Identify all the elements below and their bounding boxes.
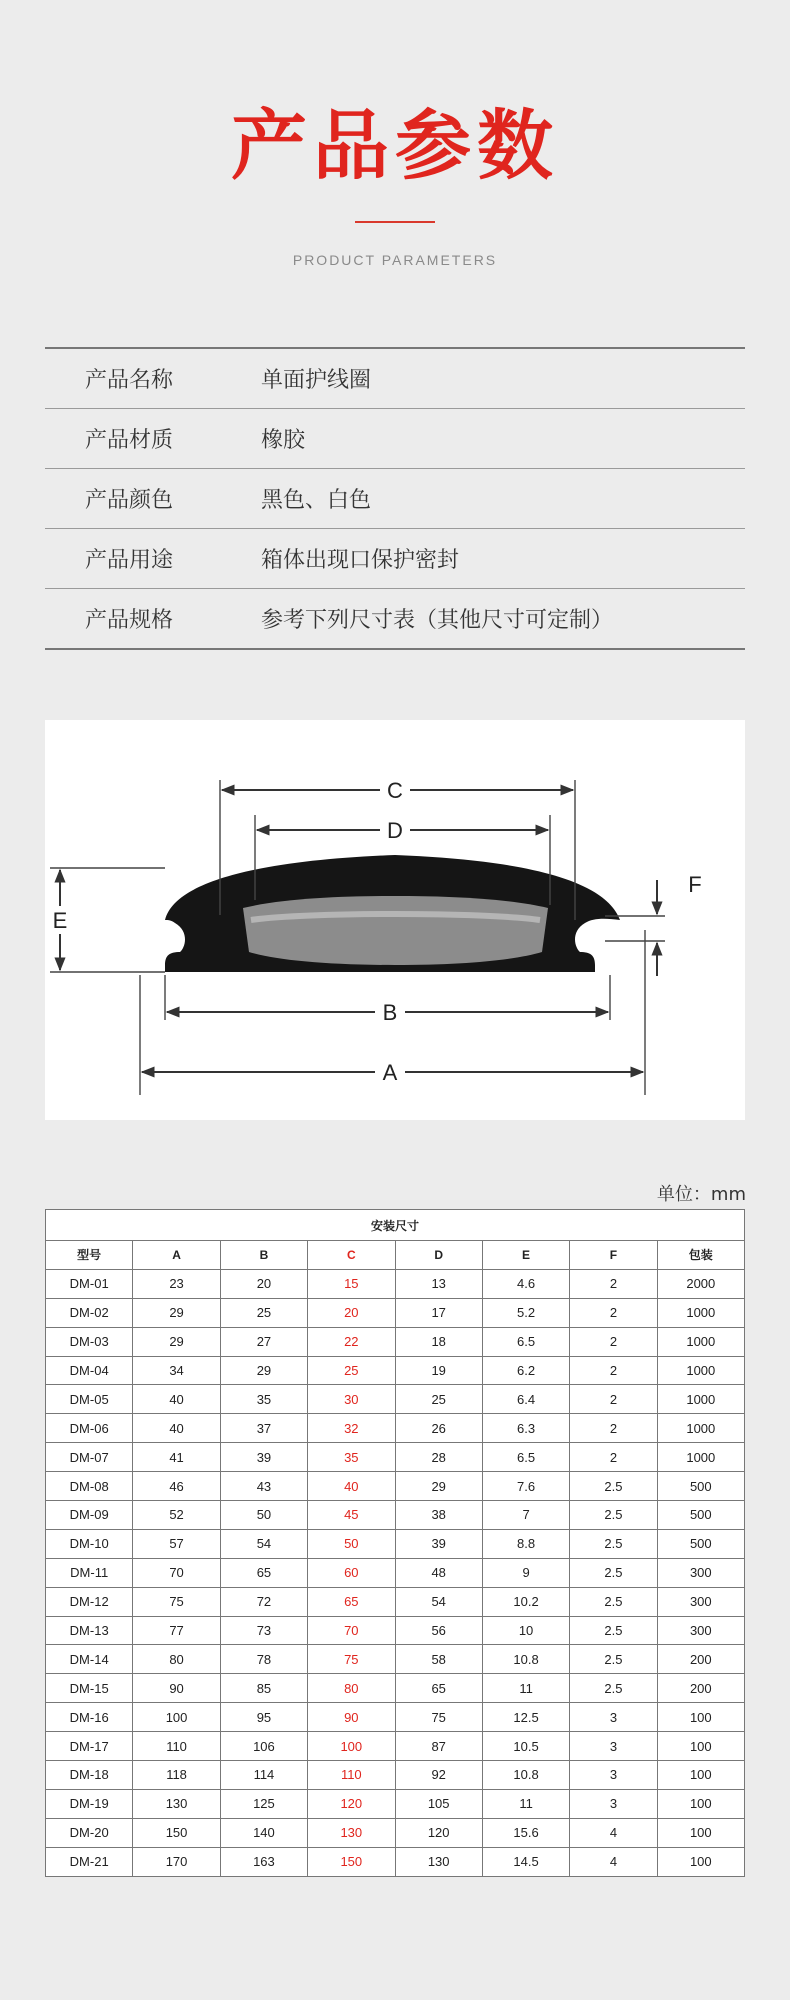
table-cell: DM-05 — [46, 1385, 133, 1414]
label-a: A — [382, 1060, 398, 1085]
table-row — [46, 1529, 745, 1558]
table-cell: 40 — [308, 1472, 395, 1501]
table-cell: 6.2 — [482, 1356, 569, 1385]
label-c: C — [387, 778, 403, 803]
param-row — [45, 589, 745, 648]
param-row — [45, 529, 745, 589]
table-cell: 90 — [308, 1703, 395, 1732]
table-cell: 46 — [133, 1472, 220, 1501]
table-cell: 26 — [395, 1414, 482, 1443]
table-cell: 57 — [133, 1529, 220, 1558]
table-cell: 200 — [657, 1645, 744, 1674]
table-cell: 120 — [308, 1789, 395, 1818]
table-cell: 29 — [220, 1356, 307, 1385]
table-cell: 77 — [133, 1616, 220, 1645]
table-row — [46, 1558, 745, 1587]
table-cell: 15.6 — [482, 1818, 569, 1847]
table-cell: 48 — [395, 1558, 482, 1587]
table-cell: 39 — [395, 1529, 482, 1558]
table-cell: 3 — [570, 1703, 657, 1732]
table-cell: 118 — [133, 1761, 220, 1790]
table-row — [46, 1269, 745, 1298]
param-key: 产品材质 — [85, 428, 174, 453]
table-cell: DM-16 — [46, 1703, 133, 1732]
table-cell: 2.5 — [570, 1529, 657, 1558]
table-cell: 92 — [395, 1761, 482, 1790]
param-value: 橡胶 — [261, 428, 306, 453]
table-cell: 2000 — [657, 1269, 744, 1298]
param-key: 产品名称 — [85, 368, 174, 393]
label-b: B — [382, 1000, 398, 1025]
table-cell: 3 — [570, 1732, 657, 1761]
table-cell: 106 — [220, 1732, 307, 1761]
table-cell: 27 — [220, 1327, 307, 1356]
table-row — [46, 1501, 745, 1530]
table-cell: 100 — [657, 1818, 744, 1847]
table-cell: 105 — [395, 1789, 482, 1818]
table-cell: 10 — [482, 1616, 569, 1645]
column-header: E — [482, 1241, 569, 1270]
table-cell: 2.5 — [570, 1472, 657, 1501]
table-cell: 500 — [657, 1472, 744, 1501]
table-cell: 80 — [308, 1674, 395, 1703]
table-cell: 22 — [308, 1327, 395, 1356]
table-cell: DM-06 — [46, 1414, 133, 1443]
table-cell: 29 — [133, 1327, 220, 1356]
table-row — [46, 1674, 745, 1703]
table-cell: 2.5 — [570, 1616, 657, 1645]
table-cell: 52 — [133, 1501, 220, 1530]
table-cell: 80 — [133, 1645, 220, 1674]
title-divider — [355, 221, 435, 223]
column-header: A — [133, 1241, 220, 1270]
table-cell: 6.5 — [482, 1327, 569, 1356]
table-cell: 23 — [133, 1269, 220, 1298]
table-cell: 54 — [220, 1529, 307, 1558]
table-row — [46, 1356, 745, 1385]
table-cell: 50 — [220, 1501, 307, 1530]
table-cell: 54 — [395, 1587, 482, 1616]
table-cell: 15 — [308, 1269, 395, 1298]
page-subtitle: PRODUCT PARAMETERS — [292, 252, 498, 268]
param-value: 黑色、白色 — [261, 488, 372, 513]
table-cell: 29 — [133, 1298, 220, 1327]
table-cell: 2 — [570, 1298, 657, 1327]
table-row — [46, 1298, 745, 1327]
table-row — [46, 1616, 745, 1645]
table-cell: 70 — [308, 1616, 395, 1645]
table-cell: 10.5 — [482, 1732, 569, 1761]
table-cell: 17 — [395, 1298, 482, 1327]
unit-label: 单位：mm — [656, 1184, 746, 1205]
param-key: 产品颜色 — [85, 488, 174, 513]
table-cell: 11 — [482, 1789, 569, 1818]
table-cell: DM-10 — [46, 1529, 133, 1558]
table-cell: 8.8 — [482, 1529, 569, 1558]
table-cell: 300 — [657, 1558, 744, 1587]
table-cell: 1000 — [657, 1327, 744, 1356]
table-cell: 500 — [657, 1501, 744, 1530]
table-cell: 25 — [220, 1298, 307, 1327]
table-row — [46, 1443, 745, 1472]
table-cell: 100 — [308, 1732, 395, 1761]
table-cell: 78 — [220, 1645, 307, 1674]
table-cell: 100 — [657, 1761, 744, 1790]
column-header: 包装 — [657, 1241, 744, 1270]
table-cell: 28 — [395, 1443, 482, 1472]
table-cell: 20 — [220, 1269, 307, 1298]
table-cell: 500 — [657, 1529, 744, 1558]
table-cell: 100 — [657, 1789, 744, 1818]
table-cell: 114 — [220, 1761, 307, 1790]
table-cell: DM-18 — [46, 1761, 133, 1790]
table-cell: 2 — [570, 1385, 657, 1414]
params-list — [45, 347, 745, 650]
group-header-cell: 安装尺寸 — [46, 1210, 745, 1241]
table-cell: 65 — [220, 1558, 307, 1587]
table-cell: DM-03 — [46, 1327, 133, 1356]
table-cell: 75 — [133, 1587, 220, 1616]
table-cell: DM-13 — [46, 1616, 133, 1645]
table-cell: 3 — [570, 1789, 657, 1818]
table-cell: 65 — [395, 1674, 482, 1703]
param-value: 单面护线圈 — [261, 368, 372, 393]
label-e: E — [52, 908, 68, 933]
table-cell: 7 — [482, 1501, 569, 1530]
table-cell: 45 — [308, 1501, 395, 1530]
table-row — [46, 1847, 745, 1876]
table-cell: 87 — [395, 1732, 482, 1761]
table-cell: 4 — [570, 1818, 657, 1847]
table-cell: DM-08 — [46, 1472, 133, 1501]
table-cell: 200 — [657, 1674, 744, 1703]
table-cell: 43 — [220, 1472, 307, 1501]
table-cell: 30 — [308, 1385, 395, 1414]
table-cell: 2.5 — [570, 1674, 657, 1703]
table-cell: 65 — [308, 1587, 395, 1616]
table-cell: 34 — [133, 1356, 220, 1385]
table-cell: DM-11 — [46, 1558, 133, 1587]
table-cell: 2 — [570, 1414, 657, 1443]
column-header: F — [570, 1241, 657, 1270]
table-row — [46, 1414, 745, 1443]
table-row — [46, 1587, 745, 1616]
table-cell: 73 — [220, 1616, 307, 1645]
table-cell: 35 — [308, 1443, 395, 1472]
table-cell: 130 — [133, 1789, 220, 1818]
table-cell: 12.5 — [482, 1703, 569, 1732]
table-cell: 2 — [570, 1356, 657, 1385]
diagram-svg — [45, 720, 745, 1120]
table-cell: 75 — [395, 1703, 482, 1732]
param-row — [45, 469, 745, 529]
table-cell: 2.5 — [570, 1587, 657, 1616]
table-cell: DM-01 — [46, 1269, 133, 1298]
table-cell: 10.2 — [482, 1587, 569, 1616]
table-cell: 35 — [220, 1385, 307, 1414]
table-cell: 29 — [395, 1472, 482, 1501]
table-cell: 37 — [220, 1414, 307, 1443]
table-cell: DM-04 — [46, 1356, 133, 1385]
table-row — [46, 1385, 745, 1414]
table-cell: 18 — [395, 1327, 482, 1356]
table-cell: 300 — [657, 1587, 744, 1616]
table-cell: DM-09 — [46, 1501, 133, 1530]
table-row — [46, 1789, 745, 1818]
param-key: 产品规格 — [85, 608, 174, 633]
table-cell: DM-02 — [46, 1298, 133, 1327]
table-cell: 32 — [308, 1414, 395, 1443]
table-row — [46, 1732, 745, 1761]
table-cell: 39 — [220, 1443, 307, 1472]
table-cell: 10.8 — [482, 1645, 569, 1674]
table-cell: DM-15 — [46, 1674, 133, 1703]
table-cell: 40 — [133, 1414, 220, 1443]
column-header: 型号 — [46, 1241, 133, 1270]
table-cell: 4.6 — [482, 1269, 569, 1298]
table-cell: 110 — [308, 1761, 395, 1790]
table-cell: 125 — [220, 1789, 307, 1818]
table-cell: DM-07 — [46, 1443, 133, 1472]
table-cell: 2.5 — [570, 1558, 657, 1587]
table-cell: 130 — [308, 1818, 395, 1847]
table-cell: 72 — [220, 1587, 307, 1616]
table-cell: 100 — [657, 1732, 744, 1761]
table-cell: 9 — [482, 1558, 569, 1587]
table-cell: 2.5 — [570, 1645, 657, 1674]
table-cell: 100 — [657, 1703, 744, 1732]
table-cell: 20 — [308, 1298, 395, 1327]
grommet-sleeve — [243, 896, 548, 965]
table-cell: 150 — [308, 1847, 395, 1876]
label-d: D — [387, 818, 403, 843]
table-cell: 2 — [570, 1269, 657, 1298]
table-cell: 2.5 — [570, 1501, 657, 1530]
table-cell: 10.8 — [482, 1761, 569, 1790]
table-row — [46, 1703, 745, 1732]
table-cell: 100 — [657, 1847, 744, 1876]
table-cell: 85 — [220, 1674, 307, 1703]
column-header: D — [395, 1241, 482, 1270]
table-cell: DM-12 — [46, 1587, 133, 1616]
table-cell: 140 — [220, 1818, 307, 1847]
table-cell: 300 — [657, 1616, 744, 1645]
grommet-dimension-diagram — [45, 720, 745, 1120]
table-cell: 56 — [395, 1616, 482, 1645]
table-cell: 90 — [133, 1674, 220, 1703]
table-cell: 70 — [133, 1558, 220, 1587]
table-cell: 120 — [395, 1818, 482, 1847]
table-cell: 1000 — [657, 1298, 744, 1327]
table-cell: 2 — [570, 1443, 657, 1472]
table-cell: 25 — [395, 1385, 482, 1414]
table-cell: 6.5 — [482, 1443, 569, 1472]
table-cell: 6.4 — [482, 1385, 569, 1414]
table-cell: 14.5 — [482, 1847, 569, 1876]
table-cell: 2 — [570, 1327, 657, 1356]
column-header: C — [308, 1241, 395, 1270]
table-cell: 11 — [482, 1674, 569, 1703]
table-cell: 1000 — [657, 1414, 744, 1443]
table-cell: DM-17 — [46, 1732, 133, 1761]
table-cell: 19 — [395, 1356, 482, 1385]
table-cell: DM-19 — [46, 1789, 133, 1818]
table-cell: 1000 — [657, 1356, 744, 1385]
table-cell: 95 — [220, 1703, 307, 1732]
table-group-header — [46, 1210, 745, 1241]
table-cell: 3 — [570, 1761, 657, 1790]
param-key: 产品用途 — [85, 548, 174, 573]
table-cell: 5.2 — [482, 1298, 569, 1327]
table-cell: 1000 — [657, 1385, 744, 1414]
table-row — [46, 1761, 745, 1790]
table-cell: 1000 — [657, 1443, 744, 1472]
column-header: B — [220, 1241, 307, 1270]
table-row — [46, 1645, 745, 1674]
page-title: 产品参数 — [231, 101, 559, 190]
table-cell: 40 — [133, 1385, 220, 1414]
table-row — [46, 1818, 745, 1847]
table-cell: 110 — [133, 1732, 220, 1761]
param-value: 参考下列尺寸表（其他尺寸可定制） — [261, 608, 614, 633]
table-cell: 163 — [220, 1847, 307, 1876]
label-f: F — [688, 872, 702, 897]
table-cell: 130 — [395, 1847, 482, 1876]
table-cell: 4 — [570, 1847, 657, 1876]
table-cell: 41 — [133, 1443, 220, 1472]
table-cell: 38 — [395, 1501, 482, 1530]
table-cell: 7.6 — [482, 1472, 569, 1501]
table-cell: 25 — [308, 1356, 395, 1385]
table-cell: 6.3 — [482, 1414, 569, 1443]
table-cell: 60 — [308, 1558, 395, 1587]
table-cell: 50 — [308, 1529, 395, 1558]
table-cell: 150 — [133, 1818, 220, 1847]
table-body — [46, 1269, 745, 1876]
table-row — [46, 1327, 745, 1356]
table-cell: 13 — [395, 1269, 482, 1298]
table-cell: 58 — [395, 1645, 482, 1674]
table-cell: DM-14 — [46, 1645, 133, 1674]
param-value: 箱体出现口保护密封 — [261, 548, 460, 573]
table-row — [46, 1472, 745, 1501]
param-row — [45, 349, 745, 409]
param-row — [45, 409, 745, 469]
table-cell: 75 — [308, 1645, 395, 1674]
table-cell: DM-20 — [46, 1818, 133, 1847]
table-cell: 100 — [133, 1703, 220, 1732]
table-cell: 170 — [133, 1847, 220, 1876]
table-cell: DM-21 — [46, 1847, 133, 1876]
table-header-row — [46, 1241, 745, 1270]
spec-table — [45, 1209, 745, 1877]
